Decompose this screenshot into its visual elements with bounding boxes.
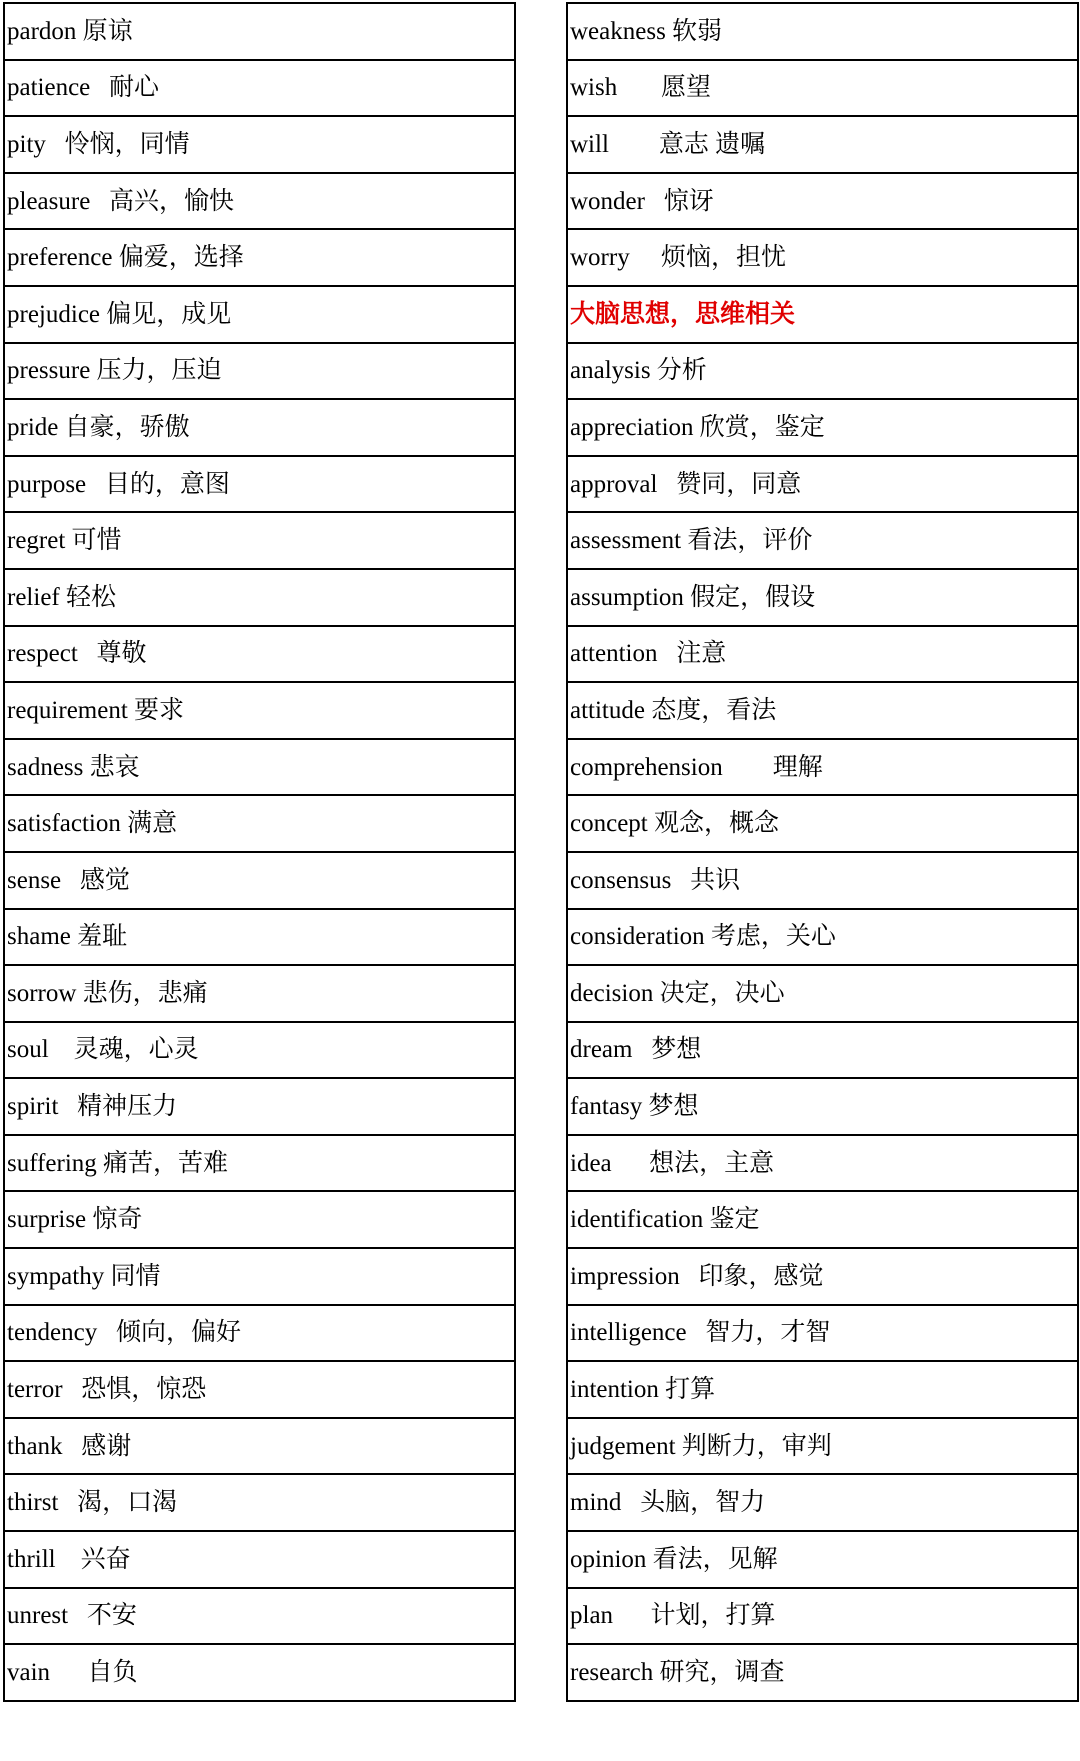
left-vocab-row [4,1248,515,1305]
left-vocab-row [4,229,515,286]
left-vocab-row [4,1078,515,1135]
right-vocab-row [567,399,1078,456]
vocab-entry: pressure 压力，压迫 [4,343,515,400]
right-vocab-row [567,286,1078,343]
left-vocab-row [4,739,515,796]
left-vocab-body [4,3,515,1701]
vocab-entry: concept 观念，概念 [567,795,1078,852]
right-vocab-row [567,1588,1078,1645]
right-vocab-row [567,569,1078,626]
vocab-entry: appreciation 欣赏，鉴定 [567,399,1078,456]
vocab-entry: tendency 倾向，偏好 [4,1305,515,1362]
vocab-entry: sorrow 悲伤，悲痛 [4,965,515,1022]
vocab-entry: research 研究，调查 [567,1644,1078,1701]
vocab-entry: preference 偏爱，选择 [4,229,515,286]
left-vocab-row [4,1191,515,1248]
vocab-entry: consensus 共识 [567,852,1078,909]
right-vocab-body [567,3,1078,1701]
left-vocab-row [4,3,515,60]
right-vocab-row [567,795,1078,852]
left-vocab-row [4,1644,515,1701]
vocab-entry: approval 赞同，同意 [567,456,1078,513]
right-vocab-row [567,1135,1078,1192]
vocab-entry: impression 印象，感觉 [567,1248,1078,1305]
left-vocab-row [4,1361,515,1418]
right-vocab-row [567,343,1078,400]
vocab-entry: plan 计划，打算 [567,1588,1078,1645]
vocab-entry: consideration 考虑，关心 [567,909,1078,966]
vocab-entry: identification 鉴定 [567,1191,1078,1248]
vocab-entry: pardon 原谅 [4,3,515,60]
vocab-entry: analysis 分析 [567,343,1078,400]
vocab-entry: prejudice 偏见，成见 [4,286,515,343]
vocab-entry: judgement 判断力，审判 [567,1418,1078,1475]
left-vocab-row [4,682,515,739]
vocab-entry: thirst 渴，口渴 [4,1474,515,1531]
vocab-entry: sense 感觉 [4,852,515,909]
vocab-entry: thrill 兴奋 [4,1531,515,1588]
vocab-entry: terror 恐惧，惊恐 [4,1361,515,1418]
vocab-entry: opinion 看法，见解 [567,1531,1078,1588]
right-vocab-row [567,1474,1078,1531]
vocab-entry: wonder 惊讶 [567,173,1078,230]
vocab-entry: thank 感谢 [4,1418,515,1475]
left-vocab-row [4,1022,515,1079]
vocab-entry: weakness 软弱 [567,3,1078,60]
vocab-entry: attention 注意 [567,626,1078,683]
left-vocab-row [4,512,515,569]
vocab-entry: suffering 痛苦，苦难 [4,1135,515,1192]
left-vocab-row [4,343,515,400]
vocab-entry: soul 灵魂，心灵 [4,1022,515,1079]
vocab-entry: decision 决定，决心 [567,965,1078,1022]
left-vocab-row [4,399,515,456]
left-vocab-row [4,60,515,117]
vocab-entry: sadness 悲哀 [4,739,515,796]
vocab-entry: fantasy 梦想 [567,1078,1078,1135]
vocab-entry: wish 愿望 [567,60,1078,117]
left-vocab-row [4,909,515,966]
right-vocab-row [567,116,1078,173]
right-vocab-row [567,229,1078,286]
vocab-entry: idea 想法，主意 [567,1135,1078,1192]
vocab-entry: unrest 不安 [4,1588,515,1645]
vocab-entry: patience 耐心 [4,60,515,117]
vocab-entry: relief 轻松 [4,569,515,626]
vocab-entry: intelligence 智力，才智 [567,1305,1078,1362]
left-vocab-row [4,795,515,852]
right-vocab-row [567,739,1078,796]
vocab-entry: attitude 态度，看法 [567,682,1078,739]
left-vocab-row [4,626,515,683]
right-vocab-row [567,3,1078,60]
vocab-entry: dream 梦想 [567,1022,1078,1079]
right-vocab-row [567,909,1078,966]
right-vocab-row [567,682,1078,739]
left-vocab-row [4,1418,515,1475]
right-vocab-row [567,852,1078,909]
vocab-entry: assessment 看法，评价 [567,512,1078,569]
vocab-entry: will 意志 遗嘱 [567,116,1078,173]
right-vocab-row [567,626,1078,683]
vocab-entry: vain 自负 [4,1644,515,1701]
vocab-entry: sympathy 同情 [4,1248,515,1305]
vocab-entry: satisfaction 满意 [4,795,515,852]
right-vocab-row [567,512,1078,569]
right-vocab-row [567,1248,1078,1305]
right-vocab-row [567,1644,1078,1701]
vocab-entry: purpose 目的，意图 [4,456,515,513]
left-vocab-row [4,1135,515,1192]
right-vocab-row [567,1361,1078,1418]
vocab-entry: assumption 假定，假设 [567,569,1078,626]
vocab-entry: respect 尊敬 [4,626,515,683]
vocab-entry: shame 羞耻 [4,909,515,966]
right-vocab-row [567,1191,1078,1248]
vocab-entry: worry 烦恼，担忧 [567,229,1078,286]
left-vocab-row [4,116,515,173]
left-vocab-row [4,173,515,230]
right-vocab-row [567,1022,1078,1079]
right-vocab-table [566,2,1079,1702]
left-vocab-row [4,569,515,626]
right-vocab-row [567,60,1078,117]
vocab-entry: requirement 要求 [4,682,515,739]
right-vocab-row [567,1418,1078,1475]
left-vocab-row [4,1305,515,1362]
right-vocab-row [567,456,1078,513]
vocab-entry: comprehension 理解 [567,739,1078,796]
left-vocab-row [4,1588,515,1645]
vocab-entry: mind 头脑，智力 [567,1474,1078,1531]
right-vocab-row [567,1305,1078,1362]
left-vocab-row [4,1474,515,1531]
left-vocab-row [4,965,515,1022]
section-heading: 大脑思想，思维相关 [567,286,1078,343]
right-vocab-row [567,173,1078,230]
vocab-entry: pity 怜悯，同情 [4,116,515,173]
left-vocab-row [4,1531,515,1588]
right-vocab-row [567,1531,1078,1588]
vocab-entry: pride 自豪，骄傲 [4,399,515,456]
vocab-entry: pleasure 高兴，愉快 [4,173,515,230]
right-vocab-row [567,1078,1078,1135]
vocab-entry: surprise 惊奇 [4,1191,515,1248]
vocab-entry: intention 打算 [567,1361,1078,1418]
left-vocab-row [4,456,515,513]
left-vocab-row [4,286,515,343]
vocab-entry: regret 可惜 [4,512,515,569]
right-vocab-row [567,965,1078,1022]
vocab-entry: spirit 精神压力 [4,1078,515,1135]
left-vocab-row [4,852,515,909]
left-vocab-table [3,2,516,1702]
